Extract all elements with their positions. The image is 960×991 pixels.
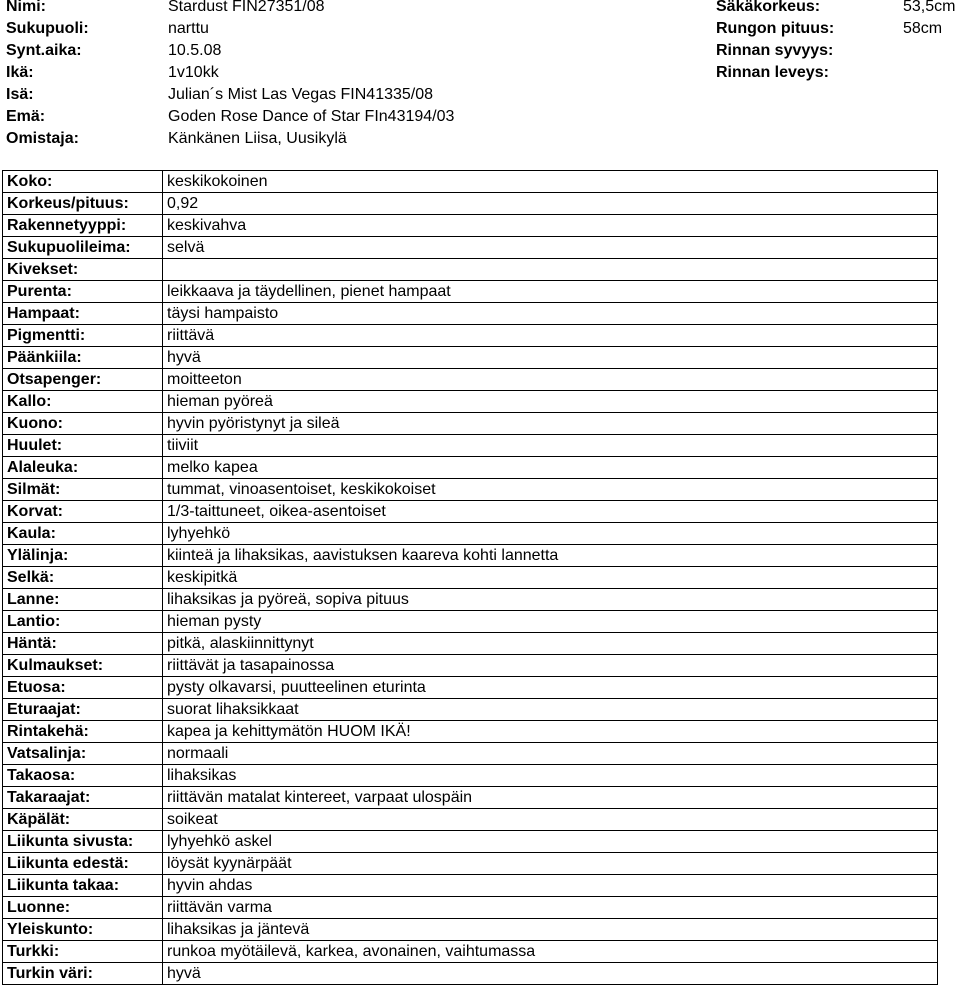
table-row: [3, 259, 938, 281]
table-row: [3, 567, 938, 589]
table-row: [3, 435, 938, 457]
table-row: [3, 721, 938, 743]
trait-label: Selkä:: [3, 567, 163, 589]
table-row: [3, 523, 938, 545]
header-value: Känkänen Liisa, Uusikylä: [168, 130, 347, 147]
table-row: [3, 831, 938, 853]
trait-label: Takaosa:: [3, 765, 163, 787]
header-row: [0, 86, 960, 108]
trait-label: Lantio:: [3, 611, 163, 633]
table-row: [3, 501, 938, 523]
trait-label: Lanne:: [3, 589, 163, 611]
table-row: [3, 545, 938, 567]
trait-value: runkoa myötäilevä, karkea, avonainen, vaihtumassa: [163, 941, 938, 963]
header-value: Stardust FIN27351/08: [168, 0, 325, 15]
trait-value: riittävän matalat kintereet, varpaat ulospäin: [163, 787, 938, 809]
header-value: narttu: [168, 20, 209, 37]
table-row: [3, 303, 938, 325]
trait-value: lihaksikas ja pyöreä, sopiva pituus: [163, 589, 938, 611]
table-row: [3, 347, 938, 369]
header-label: Isä:: [6, 86, 34, 103]
trait-label: Sukupuolileima:: [3, 237, 163, 259]
trait-label: Hampaat:: [3, 303, 163, 325]
table-row: [3, 215, 938, 237]
table-row: [3, 171, 938, 193]
table-row: [3, 369, 938, 391]
trait-value: moitteeton: [163, 369, 938, 391]
table-row: [3, 391, 938, 413]
table-row: [3, 479, 938, 501]
header-row: [0, 0, 960, 20]
trait-value: normaali: [163, 743, 938, 765]
table-row: [3, 611, 938, 633]
trait-value: keskivahva: [163, 215, 938, 237]
trait-label: Etuosa:: [3, 677, 163, 699]
trait-value: hyvä: [163, 347, 938, 369]
trait-label: Alaleuka:: [3, 457, 163, 479]
trait-value: selvä: [163, 237, 938, 259]
header-value: 10.5.08: [168, 42, 222, 59]
header-right-label: Rungon pituus:: [716, 20, 835, 37]
trait-value: 1/3-taittuneet, oikea-asentoiset: [163, 501, 938, 523]
table-row: [3, 325, 938, 347]
table-row: [3, 457, 938, 479]
trait-label: Liikunta sivusta:: [3, 831, 163, 853]
trait-label: Luonne:: [3, 897, 163, 919]
table-row: [3, 919, 938, 941]
header-row: [0, 20, 960, 42]
trait-value: suorat lihaksikkaat: [163, 699, 938, 721]
trait-value: pysty olkavarsi, puutteelinen eturinta: [163, 677, 938, 699]
trait-value: lihaksikas: [163, 765, 938, 787]
trait-label: Korkeus/pituus:: [3, 193, 163, 215]
trait-label: Vatsalinja:: [3, 743, 163, 765]
trait-label: Silmät:: [3, 479, 163, 501]
trait-label: Rakennetyyppi:: [3, 215, 163, 237]
header-label: Emä:: [6, 108, 46, 125]
trait-label: Kaula:: [3, 523, 163, 545]
trait-value: keskikokoinen: [163, 171, 938, 193]
table-row: [3, 787, 938, 809]
table-row: [3, 281, 938, 303]
trait-label: Turkin väri:: [3, 963, 163, 985]
trait-value: lyhyehkö: [163, 523, 938, 545]
trait-value: tiiviit: [163, 435, 938, 457]
trait-value: soikeat: [163, 809, 938, 831]
table-row: [3, 589, 938, 611]
trait-value: riittävä: [163, 325, 938, 347]
trait-label: Turkki:: [3, 941, 163, 963]
trait-value: pitkä, alaskiinnittynyt: [163, 633, 938, 655]
trait-value: kapea ja kehittymätön HUOM IKÄ!: [163, 721, 938, 743]
table-row: [3, 699, 938, 721]
trait-value: leikkaava ja täydellinen, pienet hampaat: [163, 281, 938, 303]
table-row: [3, 765, 938, 787]
trait-label: Koko:: [3, 171, 163, 193]
table-row: [3, 941, 938, 963]
trait-label: Häntä:: [3, 633, 163, 655]
trait-label: Kallo:: [3, 391, 163, 413]
header-label: Sukupuoli:: [6, 20, 89, 37]
header-right-value: 58cm: [903, 20, 943, 37]
trait-value: lihaksikas ja jäntevä: [163, 919, 938, 941]
trait-value: hyvin pyöristynyt ja sileä: [163, 413, 938, 435]
dog-info-header: [0, 0, 960, 160]
header-label: Nimi:: [6, 0, 46, 15]
table-row: [3, 743, 938, 765]
trait-label: Rintakehä:: [3, 721, 163, 743]
header-value: Goden Rose Dance of Star FIn43194/03: [168, 108, 455, 125]
table-row: [3, 413, 938, 435]
trait-label: Päänkiila:: [3, 347, 163, 369]
header-row: [0, 42, 960, 64]
header-row: [0, 130, 960, 152]
trait-label: Kulmaukset:: [3, 655, 163, 677]
trait-label: Käpälät:: [3, 809, 163, 831]
header-row: [0, 64, 960, 86]
table-row: [3, 193, 938, 215]
trait-value: riittävät ja tasapainossa: [163, 655, 938, 677]
trait-label: Pigmentti:: [3, 325, 163, 347]
table-row: [3, 809, 938, 831]
table-row: [3, 875, 938, 897]
table-row: [3, 237, 938, 259]
trait-value: 0,92: [163, 193, 938, 215]
trait-label: Korvat:: [3, 501, 163, 523]
trait-value: löysät kyynärpäät: [163, 853, 938, 875]
trait-value: kiinteä ja lihaksikas, aavistuksen kaareva kohti lannetta: [163, 545, 938, 567]
trait-label: Liikunta takaa:: [3, 875, 163, 897]
trait-label: Kivekset:: [3, 259, 163, 281]
trait-label: Yleiskunto:: [3, 919, 163, 941]
table-row: [3, 655, 938, 677]
table-row: [3, 963, 938, 985]
trait-value: keskipitkä: [163, 567, 938, 589]
trait-value: riittävän varma: [163, 897, 938, 919]
table-row: [3, 897, 938, 919]
trait-value: lyhyehkö askel: [163, 831, 938, 853]
header-value: Julian´s Mist Las Vegas FIN41335/08: [168, 86, 434, 103]
trait-value: hieman pysty: [163, 611, 938, 633]
trait-label: Kuono:: [3, 413, 163, 435]
trait-value: melko kapea: [163, 457, 938, 479]
table-row: [3, 633, 938, 655]
trait-label: Huulet:: [3, 435, 163, 457]
header-label: Omistaja:: [6, 130, 79, 147]
header-right-label: Rinnan syvyys:: [716, 42, 834, 59]
trait-value: hyvä: [163, 963, 938, 985]
header-row: [0, 108, 960, 130]
table-row: [3, 853, 938, 875]
trait-value: täysi hampaisto: [163, 303, 938, 325]
header-label: Ikä:: [6, 64, 34, 81]
trait-value: tummat, vinoasentoiset, keskikokoiset: [163, 479, 938, 501]
trait-value: hieman pyöreä: [163, 391, 938, 413]
header-right-label: Rinnan leveys:: [716, 64, 829, 81]
evaluation-table: [2, 170, 938, 985]
trait-value: [163, 259, 938, 281]
header-label: Synt.aika:: [6, 42, 82, 59]
trait-label: Liikunta edestä:: [3, 853, 163, 875]
trait-label: Purenta:: [3, 281, 163, 303]
header-value: 1v10kk: [168, 64, 219, 81]
trait-label: Otsapenger:: [3, 369, 163, 391]
table-row: [3, 677, 938, 699]
trait-label: Takaraajat:: [3, 787, 163, 809]
trait-value: hyvin ahdas: [163, 875, 938, 897]
trait-label: Eturaajat:: [3, 699, 163, 721]
trait-label: Ylälinja:: [3, 545, 163, 567]
header-right-label: Säkäkorkeus:: [716, 0, 821, 15]
header-right-value: 53,5cm: [903, 0, 956, 15]
